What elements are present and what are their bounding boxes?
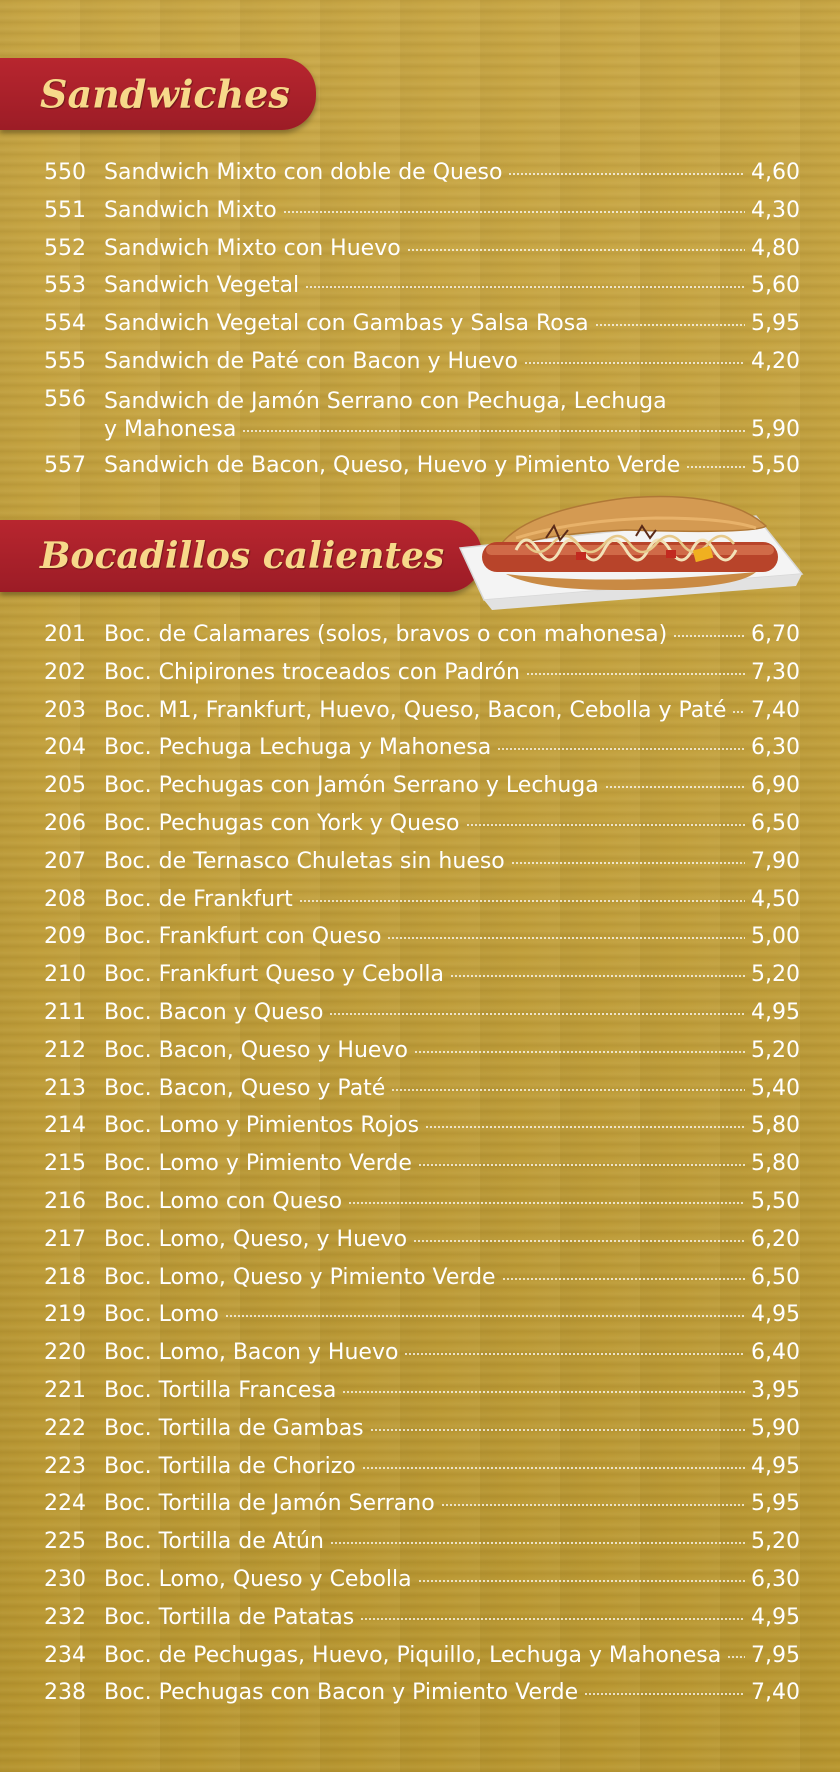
dot-leader: [466, 824, 746, 826]
menu-item-code: 556: [44, 386, 86, 412]
section-banner-bocadillos: [0, 520, 482, 592]
menu-item-row: [0, 1185, 840, 1223]
menu-item-name: Sandwich Mixto: [104, 197, 277, 223]
menu-item-code: 208: [44, 886, 86, 912]
menu-item-code: 555: [44, 348, 86, 374]
menu-item-name: Boc. Frankfurt Queso y Cebolla: [104, 962, 445, 988]
dot-leader: [299, 900, 745, 902]
menu-item-name: Boc. Lomo, Queso y Pimiento Verde: [104, 1264, 496, 1290]
menu-item-code: 214: [44, 1113, 86, 1139]
menu-item-price: 5,90: [751, 1415, 800, 1441]
menu-item-line: [104, 1416, 800, 1441]
menu-item-price: 5,50: [751, 452, 800, 478]
menu-item: [104, 160, 800, 185]
menu-item-price: 5,95: [751, 1491, 800, 1517]
menu-item-price: 5,80: [751, 1113, 800, 1139]
menu-item-name-line1: Sandwich de Jamón Serrano con Pechuga, Lechuga: [104, 388, 667, 414]
menu-item: [104, 698, 800, 723]
menu-item-code: 232: [44, 1604, 86, 1630]
menu-item-row: [0, 996, 840, 1034]
dot-leader: [450, 975, 745, 977]
menu-item-row: [0, 731, 840, 769]
menu-item-price: 4,30: [751, 197, 800, 223]
menu-item-code: 223: [44, 1453, 86, 1479]
dot-leader: [360, 1618, 745, 1620]
menu-item: [104, 1076, 800, 1101]
menu-item-code: 207: [44, 848, 86, 874]
menu-item-name: Boc. Frankfurt con Queso: [104, 924, 382, 950]
menu-item-code: 205: [44, 773, 86, 799]
menu-item: [104, 1000, 800, 1025]
menu-item-code: 221: [44, 1377, 86, 1403]
menu-item-name: Boc. de Ternasco Chuletas sin hueso: [104, 848, 505, 874]
menu-item-price: 6,50: [751, 1264, 800, 1290]
menu-list-sandwiches: [0, 156, 840, 487]
menu-item-line: [104, 273, 800, 298]
menu-item-price: 4,50: [751, 886, 800, 912]
menu-item-line: [104, 1378, 800, 1403]
menu-item: [104, 1529, 800, 1554]
menu-item-row: [0, 232, 840, 270]
menu-item-line: [104, 1302, 800, 1327]
menu-item-name: Boc. Pechuga Lechuga y Mahonesa: [104, 735, 492, 761]
menu-item-row: [0, 269, 840, 307]
menu-item-line: [104, 1151, 800, 1176]
dot-leader: [362, 1467, 745, 1469]
menu-item-code: 204: [44, 735, 86, 761]
dot-leader: [686, 466, 745, 468]
menu-item-price: 4,95: [751, 1604, 800, 1630]
menu-item-code: 211: [44, 999, 86, 1025]
menu-item-code: 206: [44, 810, 86, 836]
menu-item-row: [0, 156, 840, 194]
menu-item-name: Boc. de Frankfurt: [104, 886, 293, 912]
menu-item-line: [104, 1113, 800, 1138]
menu-item-row: [0, 694, 840, 732]
menu-item-row: [0, 1374, 840, 1412]
dot-leader: [595, 324, 745, 326]
menu-item-row: [0, 807, 840, 845]
dot-leader: [418, 1164, 745, 1166]
dot-leader: [413, 1240, 745, 1242]
hotdog-image: [456, 490, 806, 612]
menu-item-line: [104, 1265, 800, 1290]
dot-leader: [732, 711, 745, 713]
menu-item: [104, 1038, 800, 1063]
dot-leader: [348, 1202, 745, 1204]
menu-item: [104, 198, 800, 223]
section-title-bocadillos: Bocadillos calientes: [40, 535, 445, 577]
menu-item-line: [104, 811, 800, 836]
menu-item: [104, 236, 800, 261]
menu-item: [104, 1491, 800, 1516]
menu-item-code: 201: [44, 622, 86, 647]
menu-item-row: [0, 1072, 840, 1110]
menu-item-line: [104, 160, 800, 185]
menu-item: [104, 1340, 800, 1365]
menu-item: [104, 1378, 800, 1403]
menu-item-price: 5,40: [751, 1075, 800, 1101]
menu-item-name: Boc. Lomo, Queso y Cebolla: [104, 1566, 412, 1592]
menu-item: [104, 1227, 800, 1252]
menu-item-name: Sandwich de Bacon, Queso, Huevo y Pimiento Verde: [104, 452, 681, 478]
menu-item-row: [0, 1412, 840, 1450]
menu-item-row: [0, 1676, 840, 1714]
menu-item-code: 554: [44, 311, 86, 337]
menu-item-row: [0, 1223, 840, 1261]
menu-item-name: Boc. Tortilla Francesa: [104, 1377, 337, 1403]
menu-item-line: [104, 1567, 800, 1592]
menu-item-price: 5,95: [751, 311, 800, 337]
dot-leader: [418, 1580, 745, 1582]
menu-item-row: [0, 383, 840, 449]
menu-item-code: 213: [44, 1075, 86, 1101]
menu-item-code: 553: [44, 273, 86, 299]
menu-item-name: Boc. Bacon y Queso: [104, 999, 324, 1025]
menu-item-line: [104, 660, 800, 685]
menu-item-row: [0, 883, 840, 921]
menu-list-bocadillos: [0, 618, 840, 1714]
dot-leader: [727, 1656, 745, 1658]
menu-item-price: 4,95: [751, 1453, 800, 1479]
menu-item-row: [0, 1109, 840, 1147]
menu-item-line: [104, 198, 800, 223]
menu-item-price: 6,30: [751, 735, 800, 761]
menu-item-price: 4,95: [751, 999, 800, 1025]
dot-leader: [225, 1315, 745, 1317]
menu-item-name: Boc. Lomo: [104, 1302, 219, 1328]
menu-item-row: [0, 1487, 840, 1525]
menu-item-name: y Mahonesa: [104, 416, 237, 442]
menu-item-price: 5,90: [751, 416, 800, 442]
menu-item-line: [104, 622, 800, 647]
menu-item-line: [104, 1076, 800, 1101]
menu-item-row: [0, 1034, 840, 1072]
menu-item-row: [0, 958, 840, 996]
menu-item-name: Boc. Bacon, Queso y Paté: [104, 1075, 386, 1101]
menu-item: [104, 453, 800, 478]
menu-item: [104, 773, 800, 798]
menu-item-name: Boc. Lomo, Bacon y Huevo: [104, 1340, 399, 1366]
dot-leader: [526, 673, 745, 675]
menu-item: [104, 622, 800, 647]
menu-item-row: [0, 307, 840, 345]
menu-item-price: 3,95: [751, 1377, 800, 1403]
dot-leader: [242, 430, 745, 432]
menu-item-line: [104, 1680, 800, 1705]
menu-item-line: [104, 1529, 800, 1554]
menu-item-row: [0, 1525, 840, 1563]
menu-item-name: Boc. Lomo, Queso, y Huevo: [104, 1226, 408, 1252]
menu-item-code: 217: [44, 1226, 86, 1252]
menu-item-name: Boc. Pechugas con Jamón Serrano y Lechuga: [104, 773, 599, 799]
menu-item: [104, 1113, 800, 1138]
menu-item-name: Boc. Lomo y Pimiento Verde: [104, 1151, 412, 1177]
menu-item-line: [104, 453, 800, 478]
menu-item-price: 6,70: [751, 622, 800, 647]
menu-item-price: 7,95: [751, 1642, 800, 1668]
menu-item-name: Boc. Tortilla de Patatas: [104, 1604, 355, 1630]
section-title-sandwiches: Sandwiches: [40, 71, 290, 117]
menu-item-row: [0, 1336, 840, 1374]
menu-item: [104, 849, 800, 874]
menu-item-price: 5,20: [751, 962, 800, 988]
menu-item-row: [0, 1563, 840, 1601]
menu-item-name: Boc. Lomo y Pimientos Rojos: [104, 1113, 420, 1139]
dot-leader: [524, 362, 745, 364]
dot-leader: [508, 173, 745, 175]
menu-item-row: [0, 345, 840, 383]
menu-item-name: Boc. Pechugas con Bacon y Pimiento Verde: [104, 1680, 579, 1706]
menu-item-name: Boc. de Pechugas, Huevo, Piquillo, Lechuga y Mahonesa: [104, 1642, 722, 1668]
dot-leader: [387, 937, 745, 939]
menu-item-code: 220: [44, 1340, 86, 1366]
menu-item-line: [104, 349, 800, 374]
dot-leader: [511, 862, 745, 864]
menu-item-price: 4,20: [751, 348, 800, 374]
menu-item-price: 6,20: [751, 1226, 800, 1252]
menu-item-price: 6,50: [751, 810, 800, 836]
menu-item: [104, 811, 800, 836]
menu-item: [104, 1189, 800, 1214]
menu-item: [104, 273, 800, 298]
menu-item-code: 203: [44, 697, 86, 723]
dot-leader: [673, 635, 745, 637]
menu-item: [104, 1302, 800, 1327]
menu-item-line: [104, 1038, 800, 1063]
menu-item-price: 5,50: [751, 1188, 800, 1214]
menu-item-line: [104, 1454, 800, 1479]
menu-item-row: [0, 845, 840, 883]
menu-item-name: Boc. Tortilla de Gambas: [104, 1415, 364, 1441]
menu-item-line: [104, 924, 800, 949]
menu-item-line: [104, 1000, 800, 1025]
menu-item-line: [104, 417, 800, 442]
menu-item-price: 5,00: [751, 924, 800, 950]
menu-item: [104, 1265, 800, 1290]
menu-item-price: 7,40: [751, 1680, 800, 1706]
menu-item: [104, 1567, 800, 1592]
menu-item-row: [0, 1261, 840, 1299]
menu-item: [104, 735, 800, 760]
menu-item-name: Boc. M1, Frankfurt, Huevo, Queso, Bacon, Cebolla y Paté: [104, 697, 727, 723]
menu-item-code: 230: [44, 1566, 86, 1592]
menu-item-row: [0, 1147, 840, 1185]
menu-item-code: 234: [44, 1642, 86, 1668]
menu-item-row: [0, 769, 840, 807]
dot-leader: [370, 1429, 745, 1431]
dot-leader: [584, 1693, 745, 1695]
menu-item-price: 5,60: [751, 273, 800, 299]
menu-item-price: 7,90: [751, 848, 800, 874]
menu-item-row: [0, 1450, 840, 1488]
menu-item-name: Boc. Pechugas con York y Queso: [104, 810, 460, 836]
menu-item-name: Boc. Tortilla de Chorizo: [104, 1453, 356, 1479]
menu-item: [104, 1151, 800, 1176]
menu-item-price: 6,30: [751, 1566, 800, 1592]
menu-item-code: 238: [44, 1680, 86, 1706]
dot-leader: [425, 1126, 745, 1128]
menu-item-name: Boc. de Calamares (solos, bravos o con mahonesa): [104, 622, 668, 647]
menu-item: [104, 924, 800, 949]
menu-item-line: [104, 1491, 800, 1516]
menu-item: [104, 349, 800, 374]
menu-item: [104, 1643, 800, 1668]
dot-leader: [407, 249, 745, 251]
menu-item-code: 219: [44, 1302, 86, 1328]
menu-item-row: [0, 920, 840, 958]
menu-item-line: [104, 1643, 800, 1668]
menu-item-price: 5,20: [751, 1529, 800, 1555]
menu-item-name: Boc. Tortilla de Atún: [104, 1529, 324, 1555]
menu-item-line: [104, 887, 800, 912]
menu-item-name: Sandwich Mixto con doble de Queso: [104, 160, 503, 185]
menu-item-price: 4,60: [751, 160, 800, 185]
menu-item: [104, 1680, 800, 1705]
menu-item-line: [104, 1189, 800, 1214]
menu-item: [104, 962, 800, 987]
dot-leader: [605, 786, 745, 788]
menu-item-price: 4,80: [751, 235, 800, 261]
menu-item-code: 224: [44, 1491, 86, 1517]
menu-item-price: 6,40: [751, 1340, 800, 1366]
dot-leader: [342, 1391, 745, 1393]
menu-item-code: 202: [44, 659, 86, 685]
menu-item: [104, 887, 800, 912]
menu-item-line: [104, 849, 800, 874]
menu-item-line: [104, 962, 800, 987]
menu-item-price: 5,20: [751, 1037, 800, 1063]
dot-leader: [497, 748, 745, 750]
menu-item-name: Sandwich Vegetal con Gambas y Salsa Rosa: [104, 311, 589, 337]
menu-item-line: [104, 1605, 800, 1630]
dot-leader: [330, 1542, 745, 1544]
menu-item: [104, 1416, 800, 1441]
menu-item-code: 210: [44, 962, 86, 988]
menu-item-code: 216: [44, 1188, 86, 1214]
menu-item-row: [0, 194, 840, 232]
menu-item: [104, 1454, 800, 1479]
menu-item-price: 6,90: [751, 773, 800, 799]
menu-item-code: 212: [44, 1037, 86, 1063]
menu-item: [104, 660, 800, 685]
menu-item-code: 551: [44, 197, 86, 223]
menu-item-line: [104, 236, 800, 261]
menu-item-price: 5,80: [751, 1151, 800, 1177]
menu-item-name: Boc. Lomo con Queso: [104, 1188, 343, 1214]
menu-item-line: [104, 311, 800, 336]
menu-item-code: 550: [44, 160, 86, 185]
menu-item-row: [0, 618, 840, 656]
menu-item-name: Sandwich Mixto con Huevo: [104, 235, 401, 261]
menu-item-code: 222: [44, 1415, 86, 1441]
dot-leader: [391, 1089, 745, 1091]
dot-leader: [283, 211, 745, 213]
menu-item: [104, 387, 800, 442]
menu-item-name: Boc. Tortilla de Jamón Serrano: [104, 1491, 435, 1517]
menu-item-line: [104, 773, 800, 798]
menu-item-row: [0, 656, 840, 694]
menu-item-code: 552: [44, 235, 86, 261]
menu-item-line: [104, 698, 800, 723]
menu-item-name: Boc. Bacon, Queso y Huevo: [104, 1037, 408, 1063]
dot-leader: [414, 1051, 745, 1053]
menu-item-row: [0, 1601, 840, 1639]
menu-item-line: [104, 1227, 800, 1252]
menu-item-line: [104, 735, 800, 760]
menu-item-line: [104, 1340, 800, 1365]
dot-leader: [329, 1013, 745, 1015]
menu-item: [104, 311, 800, 336]
menu-item-row: [0, 449, 840, 487]
menu-item-price: 7,30: [751, 659, 800, 685]
menu-item-name: Sandwich de Paté con Bacon y Huevo: [104, 348, 518, 374]
dot-leader: [502, 1278, 745, 1280]
menu-item-code: 225: [44, 1529, 86, 1555]
menu-item-price: 7,40: [751, 697, 800, 723]
menu-item-code: 218: [44, 1264, 86, 1290]
dot-leader: [404, 1353, 745, 1355]
menu-item: [104, 1605, 800, 1630]
menu-item-row: [0, 1298, 840, 1336]
menu-item-name: Boc. Chipirones troceados con Padrón: [104, 659, 520, 685]
menu-item-code: 215: [44, 1151, 86, 1177]
dot-leader: [305, 286, 745, 288]
menu-item-price: 4,95: [751, 1302, 800, 1328]
dot-leader: [441, 1504, 745, 1506]
menu-item-name: Sandwich Vegetal: [104, 273, 300, 299]
section-banner-sandwiches: [0, 58, 316, 130]
menu-item-code: 209: [44, 924, 86, 950]
menu-item-row: [0, 1639, 840, 1677]
menu-item-code: 557: [44, 452, 86, 478]
